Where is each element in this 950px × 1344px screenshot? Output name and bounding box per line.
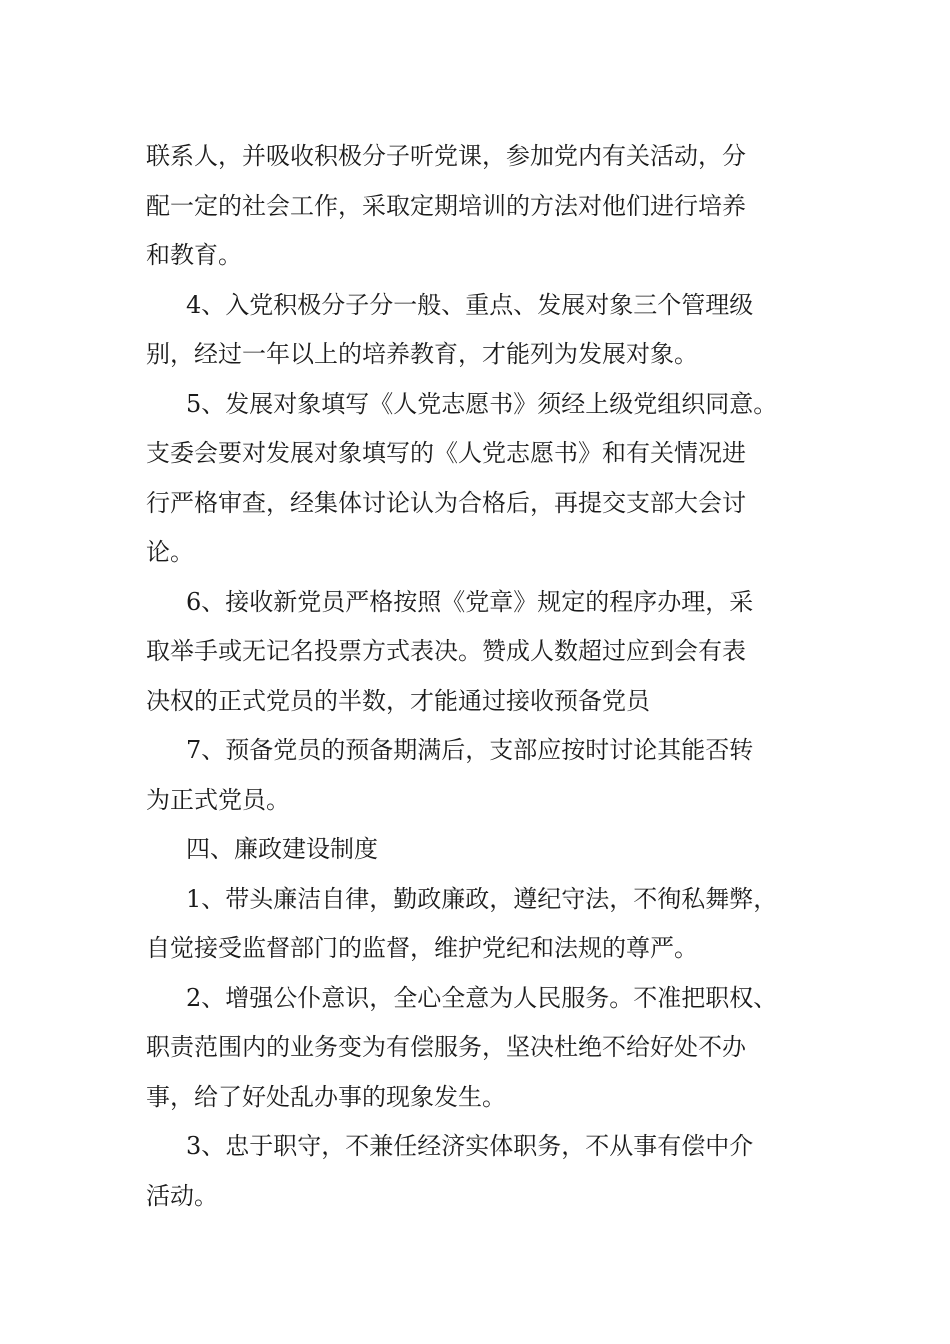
text-line: 自觉接受监督部门的监督，维护党纪和法规的尊严。 <box>146 934 698 962</box>
text-line: 事，给了好处乱办事的现象发生。 <box>146 1082 506 1111</box>
text-line: 3、忠于职守，不兼任经济实体职务，不从事有偿中介 <box>186 1132 754 1160</box>
text-line: 行严格审查，经集体讨论认为合格后，再提交支部大会讨 <box>146 488 746 517</box>
text-line: 和教育。 <box>146 241 242 269</box>
text-line: 7、预备党员的预备期满后，支部应按时讨论其能否转 <box>186 736 754 764</box>
text-line: 5、发展对象填写《人党志愿书》须经上级党组织同意。 <box>186 389 778 418</box>
text-line: 取举手或无记名投票方式表决。赞成人数超过应到会有表 <box>146 637 746 665</box>
text-line: 为正式党员。 <box>146 785 290 814</box>
text-line: 2、增强公仆意识，全心全意为人民服务。不准把职权、 <box>186 983 778 1012</box>
text-line: 配一定的社会工作，采取定期培训的方法对他们进行培养 <box>146 191 746 220</box>
text-line: 别，经过一年以上的培养教育，才能列为发展对象。 <box>146 340 698 368</box>
text-line: 支委会要对发展对象填写的《人党志愿书》和有关情况进 <box>146 439 746 467</box>
text-line: 论。 <box>146 538 194 566</box>
text-line: 职责范围内的业务变为有偿服务，坚决杜绝不给好处不办 <box>146 1033 746 1061</box>
text-line: 活动。 <box>146 1181 218 1210</box>
document-body <box>146 132 826 1221</box>
section-heading: 四、廉政建设制度 <box>186 835 378 863</box>
text-line: 6、接收新党员严格按照《党章》规定的程序办理，采 <box>186 587 754 616</box>
text-line: 1、带头廉洁自律，勤政廉政，遵纪守法，不徇私舞弊， <box>186 884 778 913</box>
text-line: 决权的正式党员的半数，才能通过接收预备党员 <box>146 686 650 715</box>
text-line: 4、入党积极分子分一般、重点、发展对象三个管理级 <box>186 290 754 319</box>
text-line: 联系人，并吸收积极分子听党课，参加党内有关活动，分 <box>146 142 746 170</box>
